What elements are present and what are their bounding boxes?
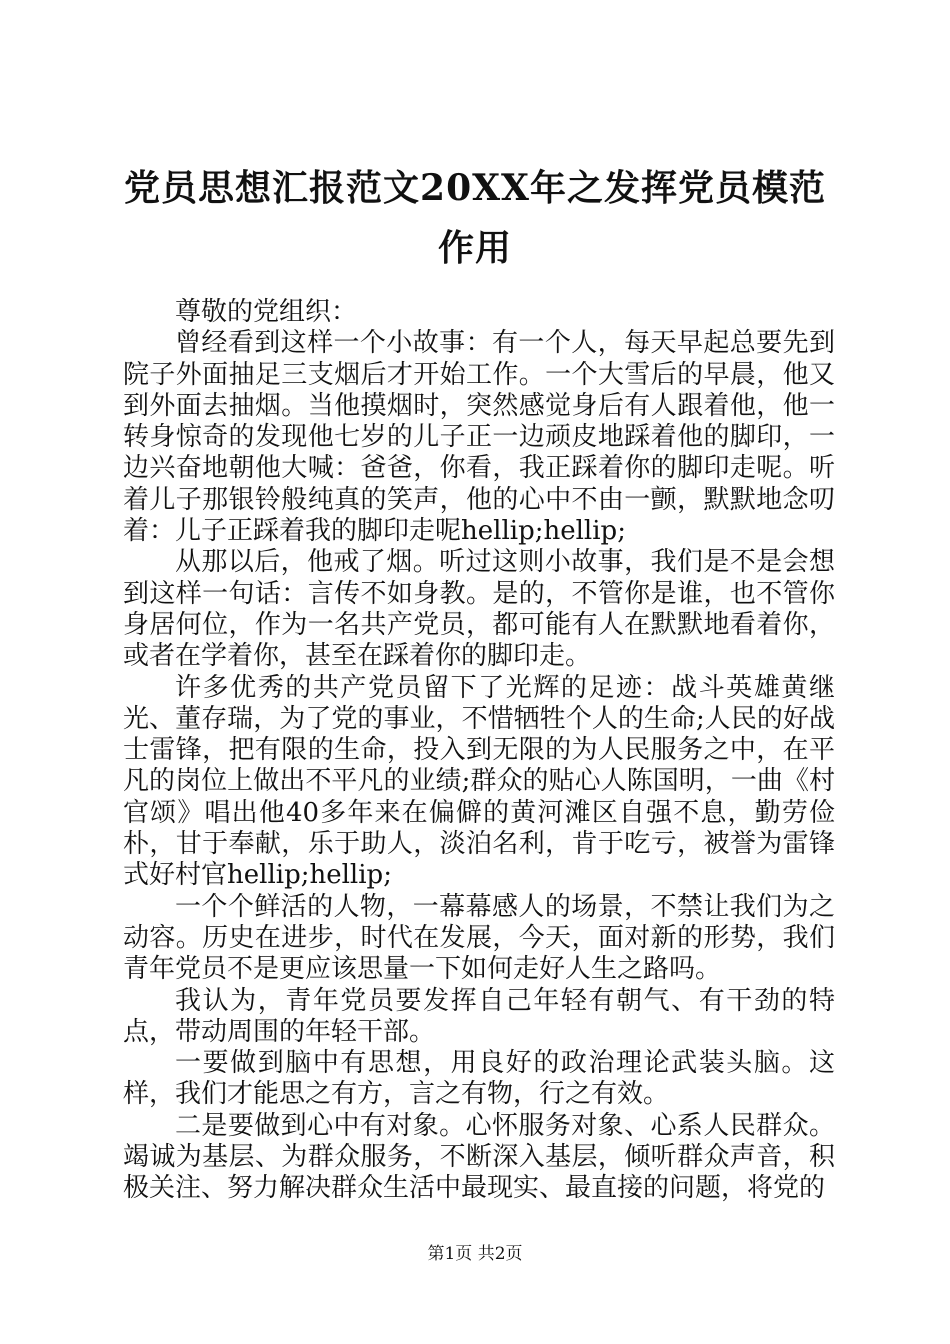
paragraph: 我认为，青年党员要发挥自己年轻有朝气、有干劲的特点，带动周围的年轻干部。: [123, 985, 835, 1047]
paragraph: 一要做到脑中有思想，用良好的政治理论武装头脑。这样，我们才能思之有方，言之有物，行之有效。: [123, 1048, 835, 1110]
paragraph: 二是要做到心中有对象。心怀服务对象、心系人民群众。竭诚为基层、为群众服务，不断深入基层，倾听群众声音，积极关注、努力解决群众生活中最现实、最直接的问题，将党的: [123, 1110, 835, 1204]
document-body: [123, 297, 835, 1205]
paragraph: 曾经看到这样一个小故事：有一个人，每天早起总要先到院子外面抽足三支烟后才开始工作。一个大雪后的早晨，他又到外面去抽烟。当他摸烟时，突然感觉身后有人跟着他，他一转身惊奇的发现他七岁的儿子正一边顽皮地踩着他的脚印，一边兴奋地朝他大喊：爸爸，你看，我正踩着你的脚印走呢。听着儿子那银铃般纯真的笑声，他的心中不由一颤，默默地念叨着：儿子正踩着我的脚印走呢hellip;hellip;: [123, 328, 835, 547]
salutation: 尊敬的党组织：: [175, 297, 358, 327]
document-title: 党员思想汇报范文20XX年之发挥党员模范作用: [124, 167, 826, 269]
paragraph: 许多优秀的共产党员留下了光辉的足迹：战斗英雄黄继光、董存瑞，为了党的事业，不惜牺牲个人的生命;人民的好战士雷锋，把有限的生命，投入到无限的为人民服务之中，在平凡的岗位上做出不平凡的业绩;群众的贴心人陈国明，一曲《村官颂》唱出他40多年来在偏僻的黄河滩区自强不息，勤劳俭朴，甘于奉献，乐于助人，淡泊名利，肯于吃亏，被誉为雷锋式好村官hellip;hellip;: [123, 672, 835, 891]
page-footer: 第1页 共2页: [427, 1244, 523, 1264]
paragraph: 从那以后，他戒了烟。听过这则小故事，我们是不是会想到这样一句话：言传不如身教。是的，不管你是谁，也不管你身居何位，作为一名共产党员，都可能有人在默默地看着你，或者在学着你，甚至在踩着你的脚印走。: [123, 547, 835, 672]
paragraph: 一个个鲜活的人物，一幕幕感人的场景，不禁让我们为之动容。历史在进步，时代在发展，今天，面对新的形势，我们青年党员不是更应该思量一下如何走好人生之路吗。: [123, 891, 835, 985]
